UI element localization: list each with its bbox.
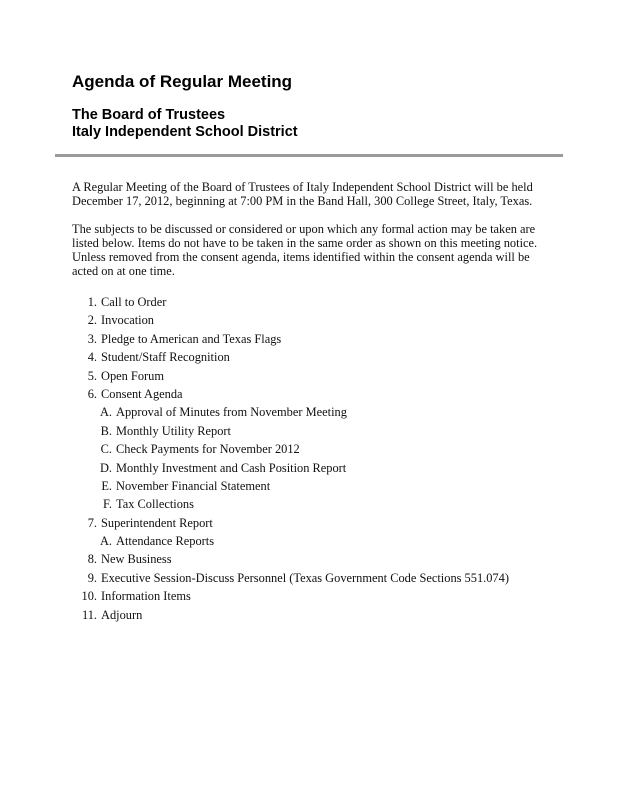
agenda-item-number: 2. [87, 313, 97, 328]
document-title: Agenda of Regular Meeting [72, 72, 293, 91]
agenda-item-number: 11. [81, 607, 97, 622]
agenda-subitem-label: Attendance Reports [116, 534, 215, 549]
agenda-item-label: Open Forum [101, 368, 164, 383]
agenda-item-3 [72, 330, 552, 348]
agenda-subitem-letter: E. [101, 478, 112, 493]
agenda-item-label: Information Items [101, 589, 191, 604]
district-name: Italy Independent School District [72, 124, 298, 140]
agenda-subitem-letter: A. [99, 534, 112, 549]
agenda-subitem-label: Check Payments for November 2012 [116, 442, 300, 457]
agenda-subitem-6e [72, 477, 552, 495]
agenda-item-10 [72, 587, 552, 605]
agenda-subitem-6b [72, 422, 552, 440]
agenda-subitem-letter: A. [99, 405, 112, 420]
agenda-subitem-label: Monthly Utility Report [116, 423, 231, 438]
agenda-item-number: 1. [87, 295, 97, 309]
agenda-subitem-label: Approval of Minutes from November Meeting [116, 405, 347, 420]
intro-paragraph-1: A Regular Meeting of the Board of Trustees of Italy Independent School District will be held December 17, 2012, beginning at 7:00 PM in the Band Hall, 300 College Street, Italy, Texas. [72, 180, 533, 208]
agenda-item-number: 6. [87, 386, 97, 401]
agenda-subitem-letter: B. [100, 423, 112, 438]
document-subtitle [72, 107, 298, 141]
agenda-subitem-label: November Financial Statement [116, 478, 271, 493]
agenda-item-label: Pledge to American and Texas Flags [101, 331, 282, 346]
agenda-item-label: Call to Order [101, 295, 167, 309]
agenda-item-number: 10. [81, 589, 97, 604]
agenda-item-number: 3. [87, 331, 97, 346]
board-name: The Board of Trustees [72, 107, 226, 123]
agenda-item-number: 5. [87, 368, 97, 383]
agenda-subitem-6d [72, 459, 552, 477]
agenda-item-number: 9. [87, 570, 97, 585]
agenda-subitem-letter: D. [99, 460, 112, 475]
intro-paragraph-2: The subjects to be discussed or considered or upon which any formal action may be taken are listed below. Items do not have to be taken in the same order as shown on this meeting notice. Unless removed from the consent agenda, items identified within the consent agenda will be acted on at one time. [72, 222, 538, 278]
agenda-item-label: Executive Session-Discuss Personnel (Texas Government Code Sections 551.074) [101, 570, 509, 585]
agenda-subitem-6f [72, 495, 552, 513]
header-divider [55, 154, 563, 157]
agenda-subitem-letter: F. [103, 497, 112, 512]
agenda-item-2 [72, 311, 552, 329]
agenda-item-number: 4. [87, 350, 97, 365]
agenda-item-label: New Business [101, 552, 172, 567]
agenda-item-label: Adjourn [101, 607, 143, 622]
agenda-subitem-6a [72, 403, 552, 421]
agenda-list [72, 293, 552, 624]
agenda-item-9 [72, 569, 552, 587]
agenda-item-label: Consent Agenda [101, 386, 183, 401]
agenda-item-5 [72, 367, 552, 385]
agenda-subitem-6c [72, 440, 552, 458]
agenda-item-8 [72, 550, 552, 568]
agenda-item-label: Invocation [101, 313, 154, 328]
agenda-item-label: Superintendent Report [101, 515, 213, 530]
agenda-item-7 [72, 514, 552, 532]
agenda-item-4 [72, 348, 552, 366]
agenda-subitem-label: Tax Collections [116, 497, 194, 512]
agenda-item-11 [72, 606, 552, 624]
agenda-item-number: 8. [87, 552, 97, 567]
agenda-item-label: Student/Staff Recognition [101, 350, 230, 365]
agenda-item-1 [72, 293, 552, 311]
agenda-subitem-label: Monthly Investment and Cash Position Report [116, 460, 347, 475]
agenda-item-number: 7. [87, 515, 97, 530]
agenda-item-6 [72, 385, 552, 403]
agenda-subitem-7a [72, 532, 552, 550]
agenda-subitem-letter: C. [100, 442, 112, 457]
